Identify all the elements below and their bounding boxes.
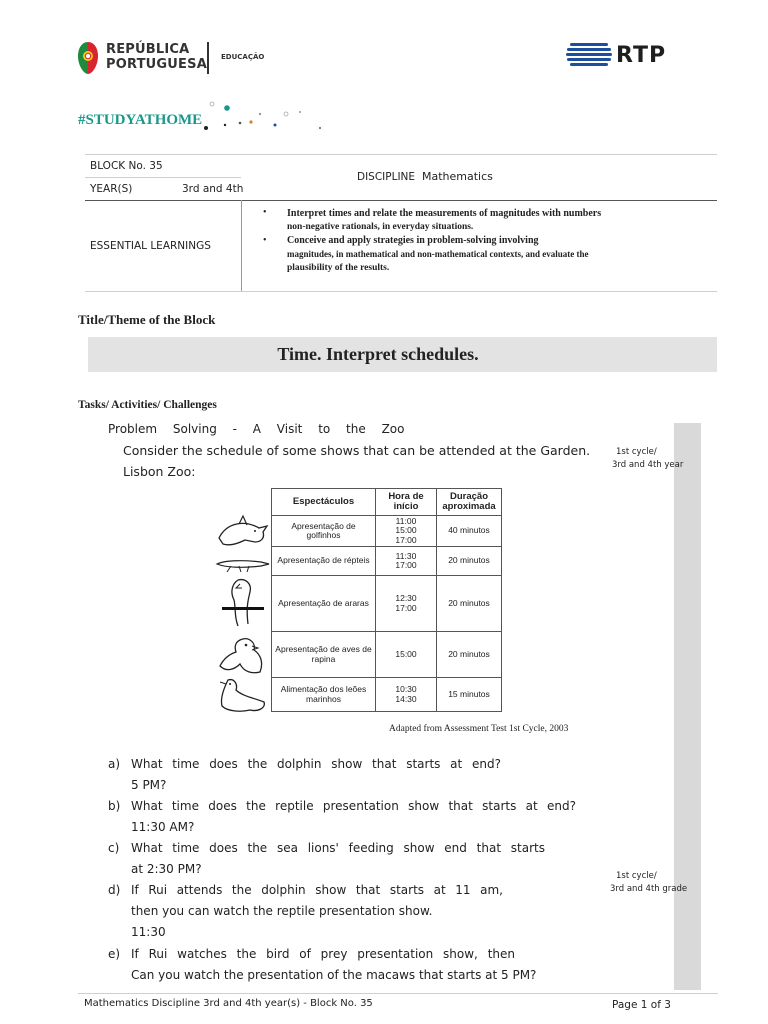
question-line-1: If Rui watches the bird of prey presentation show, then	[131, 947, 515, 961]
table-row	[272, 516, 502, 547]
republica-portuguesa-logo	[77, 40, 217, 76]
year-value: 3rd and 4th	[182, 183, 244, 195]
question-line-2: Can you watch the presentation of the macaws that starts at 5 PM?	[131, 968, 537, 982]
rtp-wordmark: RTP	[616, 43, 667, 68]
lizard-icon	[215, 552, 271, 576]
question-label: a)	[108, 757, 121, 771]
table-row	[272, 632, 502, 678]
discipline-label: DISCIPLINE	[357, 171, 416, 183]
block-number: BLOCK No. 35	[90, 160, 163, 172]
show-times: 11:00 15:00 17:00	[376, 516, 437, 547]
rtp-logo	[566, 43, 678, 69]
learning-2-line-3: plausibility of the results.	[287, 263, 390, 273]
question-label: e)	[108, 947, 121, 961]
studyathome-hashtag: #STUDYATHOME	[78, 112, 203, 128]
show-name: Apresentação de répteis	[272, 547, 376, 576]
question-line-2: then you can watch the reptile presentation show.	[131, 904, 433, 918]
learning-2-line-1: Conceive and apply strategies in problem-solving involving	[287, 235, 539, 246]
zoo-schedule-table	[271, 488, 502, 712]
schedule-caption: Adapted from Assessment Test 1st Cycle, 2003	[389, 724, 569, 734]
republica-line-1: REPÚBLICA	[106, 42, 190, 57]
question-label: b)	[108, 799, 121, 813]
year-label: YEAR(S)	[90, 183, 133, 195]
question-label: c)	[108, 841, 120, 855]
show-name: Apresentação de aves de rapina	[272, 632, 376, 678]
question-line-2: 11:30 AM?	[131, 820, 195, 834]
essential-learnings-label: ESSENTIAL LEARNINGS	[90, 240, 211, 252]
eagle-icon	[216, 632, 268, 678]
show-duration: 20 minutos	[437, 632, 502, 678]
learning-2-line-2: magnitudes, in mathematical and non-mathematical contexts, and evaluate the	[287, 249, 589, 259]
question-line-1: If Rui attends the dolphin show that starts at 11 am,	[131, 883, 503, 897]
portuguese-flag-icon	[77, 41, 99, 75]
header-shows: Espectáculos	[272, 489, 376, 516]
side-note-1-line-1: 1st cycle/	[616, 447, 657, 457]
header-divider	[207, 42, 209, 74]
page-number: Page 1 of 3	[612, 999, 671, 1011]
side-note-2-line-1: 1st cycle/	[616, 871, 657, 881]
republica-line-2: PORTUGUESA	[106, 57, 207, 72]
question-line-2: 5 PM?	[131, 778, 167, 792]
show-duration: 40 minutos	[437, 516, 502, 547]
show-duration: 20 minutos	[437, 547, 502, 576]
question-line-1: What time does the dolphin show that starts at end?	[131, 757, 501, 771]
educacao-label: EDUCAÇÃO	[221, 53, 265, 61]
show-name: Alimentação dos leões marinhos	[272, 678, 376, 712]
question-line-1: What time does the reptile presentation show that starts at end?	[131, 799, 576, 813]
macaw-icon	[218, 576, 268, 628]
dolphin-icon	[215, 514, 271, 554]
discipline-value: Mathematics	[422, 170, 493, 183]
block-title: Time. Interpret schedules.	[277, 344, 479, 364]
learning-1-line-2: non-negative rationals, in everyday situations.	[287, 222, 474, 232]
title-theme-label: Title/Theme of the Block	[78, 312, 216, 327]
question-line-3: 11:30	[131, 925, 166, 939]
tasks-label: Tasks/ Activities/ Challenges	[78, 399, 217, 411]
question-line-1: What time does the sea lions' feeding show end that starts	[131, 841, 545, 855]
show-name: Apresentação de golfinhos	[272, 516, 376, 547]
show-times: 15:00	[376, 632, 437, 678]
learning-1-line-1: Interpret times and relate the measurements of magnitudes with numbers	[287, 208, 602, 219]
learning-bullet-1: •	[263, 207, 267, 218]
header-start-time: Hora de início	[376, 489, 437, 516]
table-row	[272, 547, 502, 576]
side-note-1-line-2: 3rd and 4th year	[612, 460, 684, 470]
show-name: Apresentação de araras	[272, 576, 376, 632]
question-label: d)	[108, 883, 121, 897]
show-times: 11:30 17:00	[376, 547, 437, 576]
learning-bullet-2: •	[263, 235, 267, 246]
side-bar	[674, 423, 701, 990]
sea-lion-icon	[214, 676, 270, 716]
confetti-dots-icon	[200, 98, 330, 138]
footer-left: Mathematics Discipline 3rd and 4th year(s) - Block No. 35	[84, 998, 373, 1009]
rtp-stripes-icon	[566, 43, 612, 69]
question-line-2: at 2:30 PM?	[131, 862, 202, 876]
side-note-2-line-2: 3rd and 4th grade	[610, 884, 688, 894]
problem-title: Problem Solving - A Visit to the Zoo	[108, 422, 405, 436]
show-times: 12:30 17:00	[376, 576, 437, 632]
table-row	[272, 576, 502, 632]
intro-line-2: Lisbon Zoo:	[123, 464, 196, 479]
header-duration: Duração aproximada	[437, 489, 502, 516]
show-duration: 15 minutos	[437, 678, 502, 712]
show-duration: 20 minutos	[437, 576, 502, 632]
show-times: 10:30 14:30	[376, 678, 437, 712]
table-row	[272, 678, 502, 712]
intro-line-1: Consider the schedule of some shows that can be attended at the Garden.	[123, 443, 591, 458]
